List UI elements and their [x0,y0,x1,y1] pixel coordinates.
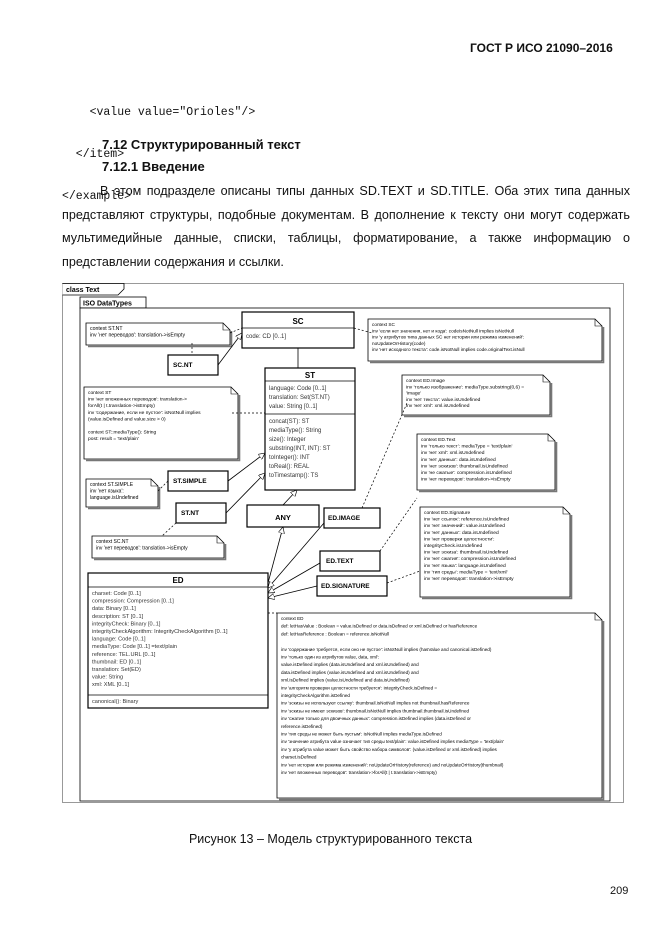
note-line: context ED.Image [406,379,445,384]
note-line: inv 'нет проверки целостности': [424,537,495,543]
note-line: xml.isDefined implies (value.isUndefined and data.isUndefined) [281,677,410,683]
note-ed-image [402,375,552,417]
note-line: reference.isDefined) [281,723,323,729]
note-line: inv 'алгоритм проверки целостности требуется': integrityCheck.isDefined = [281,685,438,691]
class-ed-attr: translation: Set(ED) [92,667,141,673]
note-line: integrityCheckAlgorithm.isDefined [281,693,350,698]
package-tab-label: ISO DataTypes [83,300,132,308]
code-line: </example> [62,190,132,203]
class-st-attr: language: Code [0..1] [269,386,327,392]
note-line: inv 'нет эскизов': thumbnail.isUndefined [421,464,508,470]
class-st-nt [176,503,226,523]
class-st-nt-name: ST.NT [181,510,200,517]
note-line: inv 'нет ссылок': reference.isUndefined [424,517,510,523]
note-line: context SC [372,322,395,327]
note-line: inv 'нет языка': language.isUndefined [424,563,506,569]
note-line: inv 'нет эскиза': thumbnail.isUndefined [424,550,509,556]
note-line: inv 'если нет значения, нет и кода': codeIsNotNull implies isNotNull [372,328,514,334]
note-line: inv 'нет xml': xml.isUndefined [406,404,470,410]
note-st-simple [86,479,160,509]
note-line: inv 'только один из атрибутов value, data, xml': [281,654,380,660]
class-ed-text [320,551,380,571]
note-line: post: result = 'text/plain' [88,437,139,443]
class-ed-image [324,508,380,528]
note-line: integrityCheck.isUndefined [424,544,483,549]
class-ed-text-name: ED.TEXT [326,558,354,565]
uml-diagram [62,283,624,803]
note-line: inv 'нет вложенных переводов': translation-> [88,397,188,403]
note-line: def: letHasValue : Boolean = value.isDefined or data.isDefined or xml.isDefined or hasReference [281,623,478,629]
note-line: inv 'содержание требуется, если оно не пустое': isNotNull implies (hasValue and canonical.isDefined) [281,646,492,652]
class-ed-attr: thumbnail: ED [0..1] [92,659,142,666]
class-ed-attr: xml: XML [0..1] [92,682,130,689]
class-st-op: size(): Integer [269,437,306,443]
note-line: inv 'только изображение': mediaType.substring(0,6) = [406,385,525,391]
subsection-title: 7.12.1 Введение [102,159,205,174]
note-line: value.isDefined implies (data.isUndefined and xml.isUndefined) and [281,662,419,668]
note-line: 'image' [406,391,422,397]
frame-tab-label: class Text [66,287,100,294]
note-line: forAll(t | t.translation->isEmpty) [88,404,155,410]
note-line: inv 'тип среды не может быть пустым': isNotNull implies mediaType.isDefined [281,731,442,737]
class-ed-signature [317,576,387,596]
class-ed-attr: charset: Code [0..1] [92,591,141,597]
note-line: context ST.NT [90,326,123,332]
class-sc [242,312,354,348]
figure-caption: Рисунок 13 – Модель структурированного текста [188,832,473,846]
class-st-simple-name: ST.SIMPLE [173,478,207,485]
note-line: context ED.Text [421,438,456,443]
code-line: <value value="Orioles"/> [62,106,256,119]
note-line: (value.isDefined and value.size > 0) [88,417,166,423]
note-line: charset.isDefined [281,754,317,760]
note-line: inv 'сжатие только для двоичных данных': compression.isDefined implies (data.isDefined or [281,716,471,722]
class-ed-attr: description: ST [0..1] [92,613,144,620]
note-line: inv 'нет значений': value.isUndefined [424,524,505,530]
note-line: inv 'нет сжатия': compression.isUndefined [424,557,516,563]
note-st-nt [86,323,232,347]
note-line: noUpdateOrHistory(code) [372,340,426,346]
note-line: inv 'значение атрибута value означает тип среды text/plain': value.isDefined implies mediaType = 'text/plain' [281,739,504,745]
note-line: inv 'нет переводов': translation->isEmpty [96,545,188,552]
note-line: inv 'нет переводов': translation->isEmpty [424,577,514,582]
note-line: context SC.NT [96,539,129,545]
note-line: inv 'нет xml': xml.isUndefined [421,451,485,457]
class-ed-attr: compression: Compression [0..1] [92,598,174,605]
note-line: def: letHasReference : Boolean = reference.isNotNull [281,631,390,637]
class-any-name: ANY [275,513,291,522]
class-ed-name: ED [172,576,184,585]
class-st [265,368,355,490]
class-sc-attr: code: CD [0..1] [246,334,287,340]
class-st-name: ST [304,371,316,380]
note-line: inv 'эскизы не используют ссылку': thumbnail.isNotNull implies not thumbnail.hasReference [281,700,470,706]
note-line: inv 'эскизы не имеют эскизов': thumbnail.isNotNull implies thumbnail.thumbnail.isUndefined [281,708,470,714]
note-line: context ST::mediaType(): String [88,430,157,436]
note-sc-nt [92,536,226,560]
class-ed-image-name: ED.IMAGE [328,515,361,522]
note-line: context ST [88,391,112,396]
class-st-op: toInteger(): INT [269,455,310,461]
note-line: inv 'нет переводов': translation->isEmpty [90,332,186,339]
note-line: inv 'нет исходного текста': code.isNotNull implies code.originalText.isNull [372,347,525,353]
class-ed-attr: language: Code [0..1] [92,636,146,643]
intro-paragraph-text: В этом подразделе описаны типы данных SD.TEXT и SD.TITLE. Оба этих типа данных представляют структуры, подобные документам. В дополнение к тексту они могут содержать мультимедийные данные, списки, таблицы, форматирование, а также информацию о представлении содержания и ссылки. [62,184,630,269]
class-ed-attr: integrityCheck: Binary [0..1] [92,621,161,628]
note-ed [277,613,604,800]
note-line: inv 'только текст': mediaType = 'text/plain' [421,444,513,450]
class-st-op: toReal(): REAL [269,464,310,470]
section-title: 7.12 Структурированный текст [102,137,301,152]
intro-paragraph [62,180,630,274]
class-sc-name: SC [292,317,304,326]
note-line: inv 'содержание, если не пустое': isNotNull implies [88,410,201,416]
class-ed-attr: mediaType: Code [0..1] =text/plain [92,644,178,651]
note-line: inv 'у атрибутов типа данных SC нет истории или режима изменений': [372,334,525,340]
note-line: inv 'нет истории или режима изменений': noUpdateOrHistory(reference) and noUpdateOrHistory(thumbnail) [281,762,504,768]
class-st-simple [168,471,228,491]
note-line: context ED.Signature [424,511,471,516]
class-sc-nt [168,355,218,375]
class-st-op: toTimestamp(): TS [269,473,319,479]
note-st [84,387,240,461]
note-line: context ST.SIMPLE [90,482,134,488]
class-st-attr: value: String [0..1] [269,404,318,410]
note-line: inv 'нет языка': [90,488,124,495]
note-line: inv 'нет данных': data.isUndefined [421,457,496,463]
code-line: </item> [62,148,125,161]
class-ed-signature-name: ED.SIGNATURE [321,583,370,590]
class-st-attr: translation: Set(ST.NT) [269,395,330,401]
note-line: inv 'нет вложенных переводов': translation->forAll(t | t.translation->isEmpty) [281,770,437,775]
note-line: inv 'нет данных': data.isUndefined [424,530,499,536]
note-line: context ED [281,616,304,621]
page-number: 209 [610,885,629,897]
note-line: inv 'нет текста': value.isUndefined [406,397,481,403]
note-line: inv 'нет переводов': translation->isEmpty [421,477,511,483]
class-any [247,505,319,527]
class-ed [88,573,268,708]
class-st-op: substring(INT, INT): ST [269,446,331,452]
class-ed-attr: integrityCheckAlgorithm: IntegrityCheckAlgorithm [0..1] [92,629,228,635]
note-line: inv 'у атрибута value может быть свойство набора символов': (value.isDefined or xml.isDefined) implies [281,746,497,752]
page-header: ГОСТ Р ИСО 21090–2016 [470,41,613,55]
note-line: data.isDefined implies (value.isUndefined and xml.isUndefined) and [281,669,419,675]
class-ed-op: canonical(): Binary [92,699,139,705]
class-ed-attr: reference: TEL.URL [0..1] [92,651,156,658]
class-ed-attr: value: String [92,674,124,681]
note-line: language.isUndefined [90,494,139,501]
class-sc-nt-name: SC.NT [173,362,193,369]
note-ed-text [417,434,557,492]
note-line: inv 'не сжатые': compression.isUndefined [421,471,512,476]
note-line: inv 'тип среды': mediaType = 'text/xml' [424,570,508,576]
class-ed-attr: data: Binary [0..1] [92,606,136,613]
note-sc [368,319,604,363]
note-ed-signature [420,507,572,599]
class-st-op: concat(ST): ST [269,419,310,425]
class-st-op: mediaType(): String [269,428,322,434]
